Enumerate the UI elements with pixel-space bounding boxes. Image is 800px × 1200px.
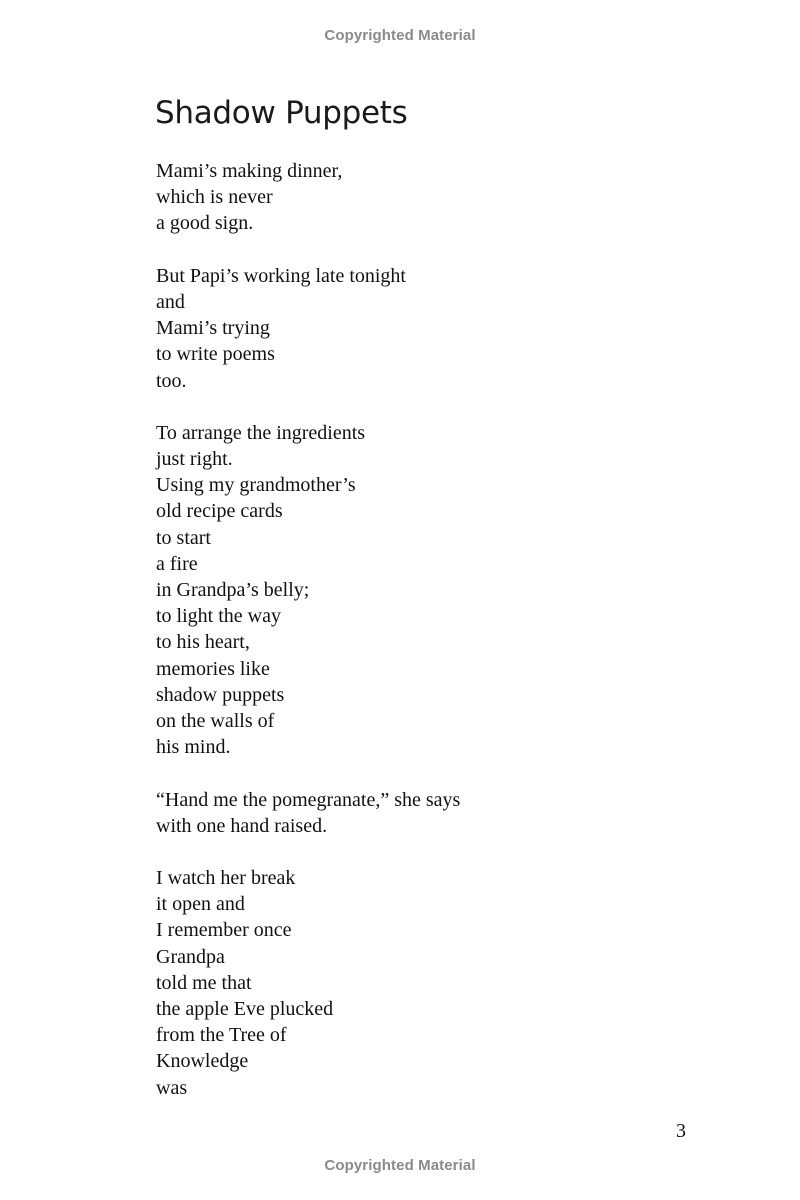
poem-line: Knowledge <box>156 1050 249 1073</box>
poem-stanza <box>156 865 716 1101</box>
poem-line: just right. <box>156 448 233 471</box>
poem-body <box>156 158 716 1101</box>
poem-line: memories like <box>156 657 270 680</box>
poem-line: Mami’s making dinner, <box>156 160 343 182</box>
poem-stanza <box>156 263 716 394</box>
poem-line: I watch her break <box>156 867 296 890</box>
poem-line: a fire <box>156 552 198 575</box>
poem-line: a good sign. <box>156 212 254 235</box>
poem-line: it open and <box>156 893 245 916</box>
poem-line: But Papi’s working late tonight <box>156 264 406 287</box>
poem-line: too. <box>156 369 187 392</box>
copyright-watermark-bottom: Copyrighted Material <box>324 1157 476 1174</box>
stanza-break <box>156 760 716 786</box>
poem-line: “Hand me the pomegranate,” she says <box>156 788 461 811</box>
poem-line: and <box>156 290 185 313</box>
poem-line: Grandpa <box>156 945 225 968</box>
poem-line: on the walls of <box>156 709 275 732</box>
poem-line: from the Tree of <box>156 1024 287 1047</box>
poem-stanza <box>156 420 716 760</box>
page-number: 3 <box>676 1120 686 1142</box>
poem-line: old recipe cards <box>156 500 283 523</box>
copyright-watermark-top: Copyrighted Material <box>324 27 476 44</box>
stanza-break <box>156 237 716 263</box>
poem-line: to his heart, <box>156 631 250 654</box>
stanza-break <box>156 394 716 420</box>
poem-line: Mami’s trying <box>156 317 270 340</box>
poem-line: Using my grandmother’s <box>156 474 356 497</box>
poem-line: shadow puppets <box>156 683 285 706</box>
poem-line: with one hand raised. <box>156 814 328 837</box>
poem-line: To arrange the ingredients <box>156 421 366 444</box>
poem-line: his mind. <box>156 736 231 759</box>
poem-stanza <box>156 158 716 237</box>
poem-line: which is never <box>156 186 273 209</box>
poem-line: to write poems <box>156 343 275 366</box>
poem-line: to light the way <box>156 605 281 628</box>
poem-line: the apple Eve plucked <box>156 998 334 1020</box>
poem-line: I remember once <box>156 919 292 942</box>
poem-title: Shadow Puppets <box>155 95 408 131</box>
poem-stanza <box>156 787 716 839</box>
poem-line: in Grandpa’s belly; <box>156 579 310 601</box>
poem-line: told me that <box>156 971 252 994</box>
stanza-break <box>156 839 716 865</box>
poem-line: was <box>156 1076 188 1099</box>
poem-line: to start <box>156 526 211 549</box>
